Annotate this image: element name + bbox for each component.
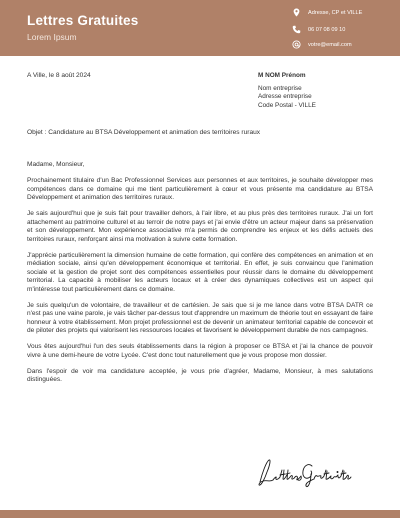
brand-subtitle: Lorem Ipsum <box>27 32 77 42</box>
recipient-block <box>258 72 316 110</box>
letter-paragraph-5: Vous êtes aujourd'hui l'un des seuls établissements dans la région à proposer ce BTSA et j'ai la chance de pouvoir vivre à une demi-heure de votre Lycée. C'est donc tout naturellement que je vous propose mon dossier. <box>27 343 373 359</box>
letter-paragraph-6: Dans l'espoir de voir ma candidature acceptée, je vous prie d'agréer, Madame, Monsieur, à mes salutations distinguées. <box>27 367 373 383</box>
letter-body <box>27 161 373 392</box>
recipient-city: Code Postal - VILLE <box>258 101 316 109</box>
recipient-address: Adresse entreprise <box>258 93 312 101</box>
location-pin-icon <box>292 8 301 17</box>
letter-paragraph-1: Prochainement titulaire d'un Bac Professionnel Services aux personnes et aux territoires, je souhaite développer mes compétences dans ce domaine qui me tient particulièrement à cœur et vous présente ma candidature au BTSA Développement et animation des territoires ruraux. <box>27 177 373 201</box>
letter-greeting: Madame, Monsieur, <box>27 161 85 168</box>
letter-paragraph-3: J'apprécie particulièrement la dimension humaine de cette formation, qui confère des compétences en animation et en médiation sociale, ainsi qu'en développement économique et territorial. En effet, je suis convaincu que l'animation sociale et la gestion de projet sont des compétences essentielles pour réussir dans le domaine du développement territorial. La capacité à mobiliser les acteurs locaux et à créer des dynamiques collectives est un aspect qui m'intéresse tout particulièrement dans ce domaine. <box>27 251 373 293</box>
letter-paragraph-2: Je sais aujourd'hui que je suis fait pour travailler dehors, à l'air libre, et au plus près des territoires ruraux. J'ai un fort attachement au patrimoine culturel et au terroir de notre pays et j'ai envie d'être un acteur majeur dans sa préservation et son développement. Mon expérience associative m'a permis de comprendre les enjeux et les défis actuels des territoires ruraux, renforçant ainsi ma motivation à suivre cette formation. <box>27 210 373 243</box>
footer-bar <box>0 510 400 518</box>
brand-title: Lettres Gratuites <box>27 13 139 28</box>
recipient-company: Nom entreprise <box>258 84 302 92</box>
contact-address-text: Adresse, CP et VILLE <box>308 10 363 16</box>
recipient-name: M NOM Prénom <box>258 72 306 79</box>
header-banner <box>0 0 400 56</box>
place-date: A Ville, le 8 août 2024 <box>27 72 91 79</box>
contact-phone-text: 06 07 08 09 10 <box>308 27 346 33</box>
at-icon <box>292 40 301 49</box>
letter-paragraph-4: Je suis quelqu'un de volontaire, de travailleur et de cartésien. Je sais que si je me lance dans votre BTSA DATR ce n'est pas une vaine parole, je vais tâcher par-dessus tout d'apprendre un maximum de théorie tout en essayant de faire honneur à votre établissement. Mon projet professionnel est de devenir un animateur territorial capable de concevoir et de piloter des projets qui valorisent les ressources locales et favorisent le développement durable de nos campagnes. <box>27 301 373 334</box>
handwritten-signature <box>254 452 354 492</box>
letter-subject: Objet : Candidature au BTSA Développement et animation des territoires ruraux <box>27 129 261 136</box>
phone-icon <box>292 25 301 34</box>
contact-email-text: votre@email.com <box>308 42 352 48</box>
